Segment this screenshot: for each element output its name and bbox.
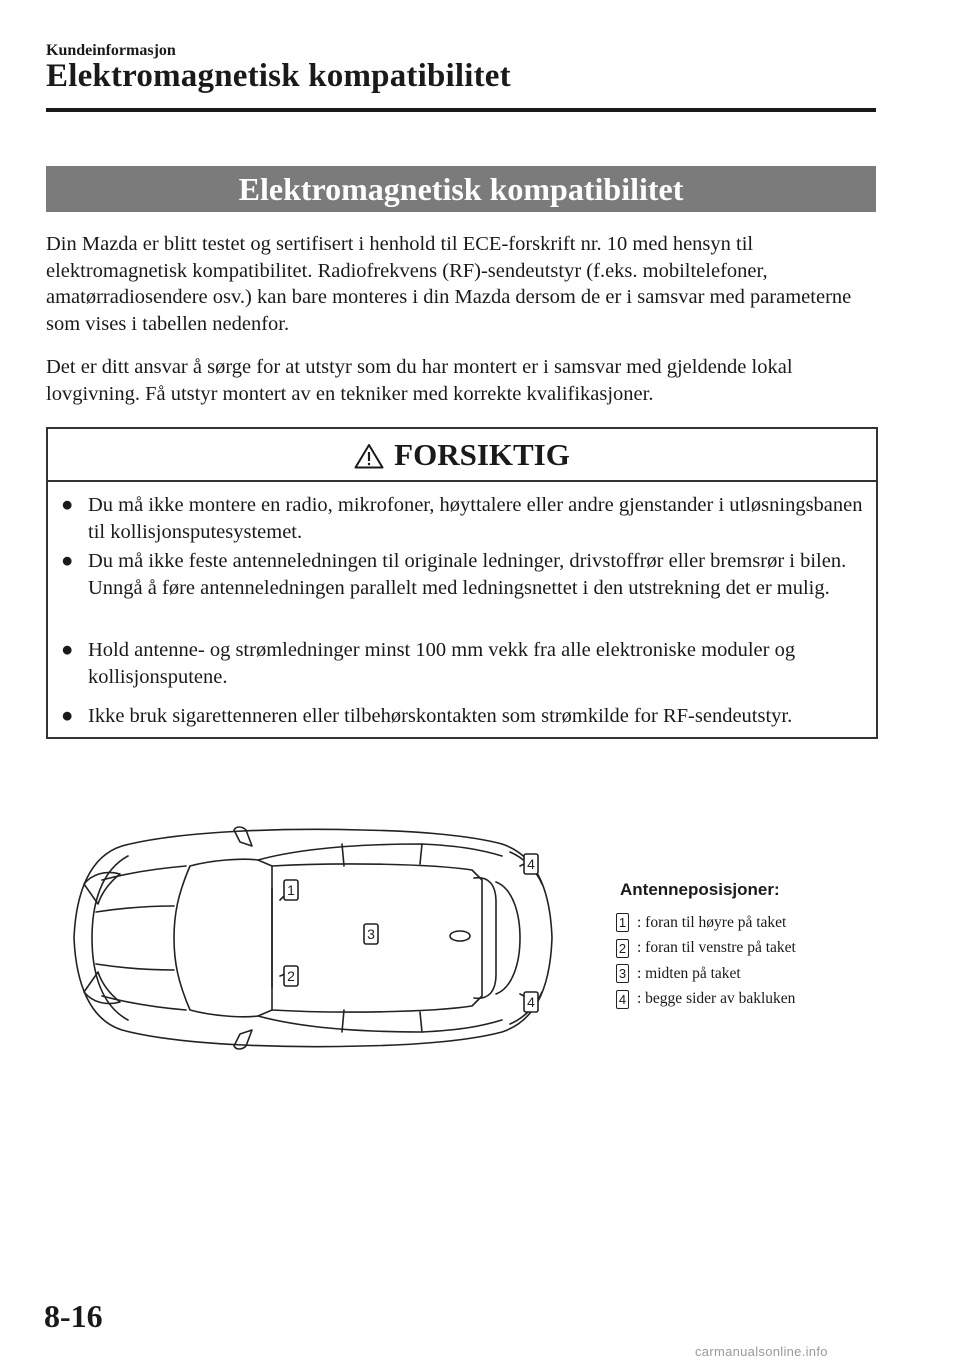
responsibility-paragraph: Det er ditt ansvar å sørge for at utstyr som du har montert er i samsvar med gjeldende lokal lovgivning. Få utstyr montert av en tekniker med korrekte kvalifikasjoner.: [46, 356, 793, 405]
caution-item: [61, 703, 873, 730]
caution-item: [61, 548, 873, 601]
bullet: ●: [61, 494, 74, 516]
caution-item-text: Du må ikke feste antenneledningen til originale ledninger, drivstoffrør eller bremsrør i bilen. Unngå å føre antenneledningen parallelt med ledningsnettet i den utstrekning det er mulig.: [88, 550, 847, 599]
caution-item: [61, 637, 873, 690]
legend-title: Antenneposisjoner:: [620, 880, 780, 899]
legend-text: : foran til venstre på taket: [637, 939, 796, 957]
caution-title: FORSIKTIG: [394, 437, 570, 472]
marker-3: [364, 924, 378, 944]
shark-fin-antenna: [450, 931, 470, 941]
caution-item: [61, 492, 873, 545]
marker-2: [284, 966, 298, 986]
caution-header: [48, 429, 876, 482]
marker-label: 2: [287, 968, 295, 984]
legend-text: : foran til høyre på taket: [637, 913, 787, 931]
caution-box: [46, 427, 878, 739]
page-number: 8-16: [44, 1298, 103, 1334]
car-top-view-diagram: [62, 822, 562, 1054]
car-body-outline: [74, 829, 552, 1046]
marker-label: 1: [287, 882, 295, 898]
warning-triangle-icon: [354, 443, 384, 469]
legend-number: 1: [616, 913, 629, 932]
page-title: Elektromagnetisk kompatibilitet: [46, 58, 511, 94]
legend-item: [616, 936, 796, 962]
legend-number: 4: [616, 990, 629, 1009]
marker-1: [284, 880, 298, 900]
marker-label: 3: [367, 926, 375, 942]
left-mirror: [234, 827, 252, 846]
antenna-legend: [616, 880, 796, 1012]
legend-item: [616, 987, 796, 1013]
legend-text: : begge sider av bakluken: [637, 990, 796, 1008]
right-mirror: [234, 1030, 252, 1049]
caution-item-text: Ikke bruk sigarettenneren eller tilbehørskontakten som strømkilde for RF-sendeutstyr.: [88, 705, 793, 727]
marker-label: 4: [527, 856, 535, 872]
intro-paragraph: Din Mazda er blitt testet og sertifisert i henhold til ECE-forskrift nr. 10 med hensyn til elektromagnetisk kompatibilitet. Radiofrekvens (RF)-sendeutstyr (f.eks. mobiltelefoner, amatørradiosendere osv.) kan bare monteres i din Mazda dersom de er i samsvar med parameterne som vises i tabellen nedenfor.: [46, 233, 852, 335]
bullet: ●: [61, 705, 74, 727]
bullet: ●: [61, 639, 74, 661]
bullet: ●: [61, 550, 74, 572]
section-kicker: Kundeinformasjon: [46, 42, 176, 59]
marker-label: 4: [527, 994, 535, 1010]
marker-4-top: [524, 854, 538, 874]
caution-item-text: Du må ikke montere en radio, mikrofoner, høyttalere eller andre gjenstander i utløsningsbanen til kollisjonsputesystemet.: [88, 494, 863, 543]
legend-item: [616, 910, 796, 936]
legend-number: 2: [616, 939, 629, 958]
legend-text: : midten på taket: [637, 964, 741, 982]
title-rule: [46, 108, 876, 112]
watermark: carmanualsonline.info: [695, 1344, 828, 1359]
rear-window: [474, 878, 496, 999]
legend-item: [616, 961, 796, 987]
section-banner: Elektromagnetisk kompatibilitet: [46, 166, 876, 212]
legend-number: 3: [616, 964, 629, 983]
marker-4-bottom: [524, 992, 538, 1012]
windshield: [174, 859, 272, 1017]
caution-item-text: Hold antenne- og strømledninger minst 100 mm vekk fra alle elektroniske moduler og kollisjonsputene.: [88, 639, 796, 688]
